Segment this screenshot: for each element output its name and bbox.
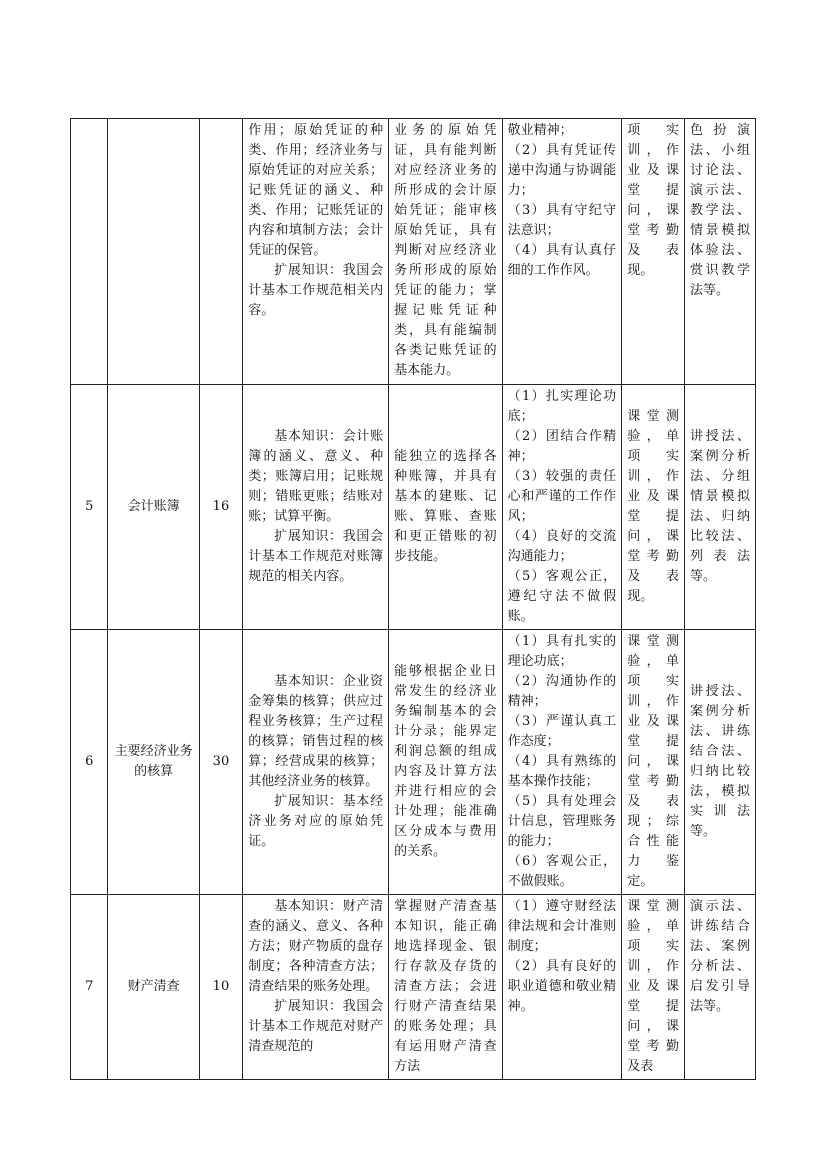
row-number: 6 xyxy=(71,630,108,895)
quality-item: （3）具有守纪守法意识； xyxy=(507,203,617,238)
table-row xyxy=(71,630,756,895)
quality-item: （4）具有熟练的基本操作技能； xyxy=(507,754,617,789)
quality-item: （2）具有良好的职业道德和敬业精神。 xyxy=(507,959,617,1014)
class-hours: 30 xyxy=(199,630,243,895)
ability-cell: 能独立的选择各种账簿，并具有基本的建账、记账、算账、查账和更正错账的初步技能。 xyxy=(389,385,502,630)
knowledge-paragraph: 扩展知识：我国会计基本工作规范相关内容。 xyxy=(248,263,384,318)
row-number: 5 xyxy=(71,385,108,630)
method-cell: 演示法、讲练结合法、案例分析法、启发引导法等。 xyxy=(685,895,756,1080)
knowledge-paragraph: 基本知识：财产清查的涵义、意义、各种方法；财产物质的盘存制度；各种清查方法；清查结果的账务处理。 xyxy=(248,899,384,994)
assessment-cell: 课堂测验，单项实训，作业及课堂提问，课堂考勤及表现；综合性能力鉴定。 xyxy=(622,630,685,895)
ability-cell: 能够根据企业日常发生的经济业务编制基本的会计分录；能界定利润总额的组成内容及计算方法并进行相应的会计处理；能准确区分成本与费用的关系。 xyxy=(389,630,502,895)
knowledge-paragraph: 基本知识：会计账簿的涵义、意义、种类；账簿启用；记账规则；错账更账；结账对账；试算平衡。 xyxy=(248,429,384,524)
quality-item: （5）具有处理会计信息，管理账务的能力； xyxy=(507,794,617,849)
quality-item: （2）沟通协作的精神； xyxy=(507,674,617,709)
assessment-cell: 课堂测验，单项实训，作业及课堂提问，课堂考勤及表现。 xyxy=(622,385,685,630)
knowledge-paragraph: 扩展知识：基本经济业务对应的原始凭证。 xyxy=(248,794,384,849)
row-number xyxy=(71,119,108,385)
class-hours: 16 xyxy=(199,385,243,630)
chapter-name: 财产清查 xyxy=(108,895,199,1080)
knowledge-paragraph: 作用；原始凭证的种类、作用；经济业务与原始凭证的对应关系；记账凭证的涵义、种类、作用；记账凭证的内容和填制方法；会计凭证的保管。 xyxy=(248,123,384,258)
quality-cell xyxy=(502,630,622,895)
quality-cell xyxy=(502,385,622,630)
quality-item: （3）较强的责任心和严谨的工作作风； xyxy=(507,469,617,524)
quality-item: （1）具有扎实的理论功底； xyxy=(507,634,617,669)
method-cell: 讲授法、案例分析法、分组情景模拟法、归纳比较法、列表法等。 xyxy=(685,385,756,630)
ability-cell: 业务的原始凭证，具有能判断对应经济业务的所形成的会计原始凭证；能审核原始凭证，具有判断对应经济业务所形成的原始凭证的能力；掌握记账凭证种类，具有能编制各类记账凭证的基本能力。 xyxy=(389,119,502,385)
table-row xyxy=(71,119,756,385)
knowledge-cell xyxy=(243,119,389,385)
course-content-table xyxy=(70,118,756,1080)
quality-cell xyxy=(502,895,622,1080)
quality-item: （1）遵守财经法律法规和会计准则制度； xyxy=(507,899,617,954)
chapter-name: 会计账簿 xyxy=(108,385,199,630)
knowledge-cell xyxy=(243,895,389,1080)
method-cell: 色扮演法、小组讨论法、演示法、教学法、情景模拟体验法、赏识教学法等。 xyxy=(685,119,756,385)
knowledge-paragraph: 扩展知识：我国会计基本工作规范对财产清查规范的 xyxy=(248,999,384,1054)
quality-item: （2）团结合作精神； xyxy=(507,429,617,464)
chapter-name: 主要经济业务的核算 xyxy=(108,630,199,895)
method-cell: 讲授法、案例分析法、讲练结合法、归纳比较法，模拟实训法等。 xyxy=(685,630,756,895)
chapter-name xyxy=(108,119,199,385)
table-row xyxy=(71,385,756,630)
class-hours: 10 xyxy=(199,895,243,1080)
quality-item: （3）严谨认真工作态度； xyxy=(507,714,617,749)
quality-item: （6）客观公正，不做假账。 xyxy=(507,854,617,889)
quality-item: （4）良好的交流沟通能力； xyxy=(507,529,617,564)
class-hours xyxy=(199,119,243,385)
ability-cell: 掌握财产清查基本知识，能正确地选择现金、银行存款及存货的清查方法；会进行财产清查结果的账务处理；具有运用财产清查方法 xyxy=(389,895,502,1080)
quality-item: （2）具有凭证传递中沟通与协调能力； xyxy=(507,143,617,198)
quality-item: （1）扎实理论功底； xyxy=(507,389,617,424)
quality-cell xyxy=(502,119,622,385)
knowledge-cell xyxy=(243,385,389,630)
knowledge-paragraph: 基本知识：企业资金筹集的核算；供应过程业务核算；生产过程的核算；销售过程的核算；经营成果的核算；其他经济业务的核算。 xyxy=(248,674,384,789)
quality-item: （5）客观公正，遵纪守法不做假账。 xyxy=(507,569,617,624)
row-number: 7 xyxy=(71,895,108,1080)
table-row xyxy=(71,895,756,1080)
quality-item: （4）具有认真仔细的工作作风。 xyxy=(507,243,617,278)
knowledge-paragraph: 扩展知识：我国会计基本工作规范对账簿规范的相关内容。 xyxy=(248,529,384,584)
assessment-cell: 项实训，作业及课堂提问，课堂考勤及表现。 xyxy=(622,119,685,385)
quality-item: 敬业精神； xyxy=(507,123,573,138)
assessment-cell: 课堂测验，单项实训，作业及课堂提问，课堂考勤及表 xyxy=(622,895,685,1080)
knowledge-cell xyxy=(243,630,389,895)
